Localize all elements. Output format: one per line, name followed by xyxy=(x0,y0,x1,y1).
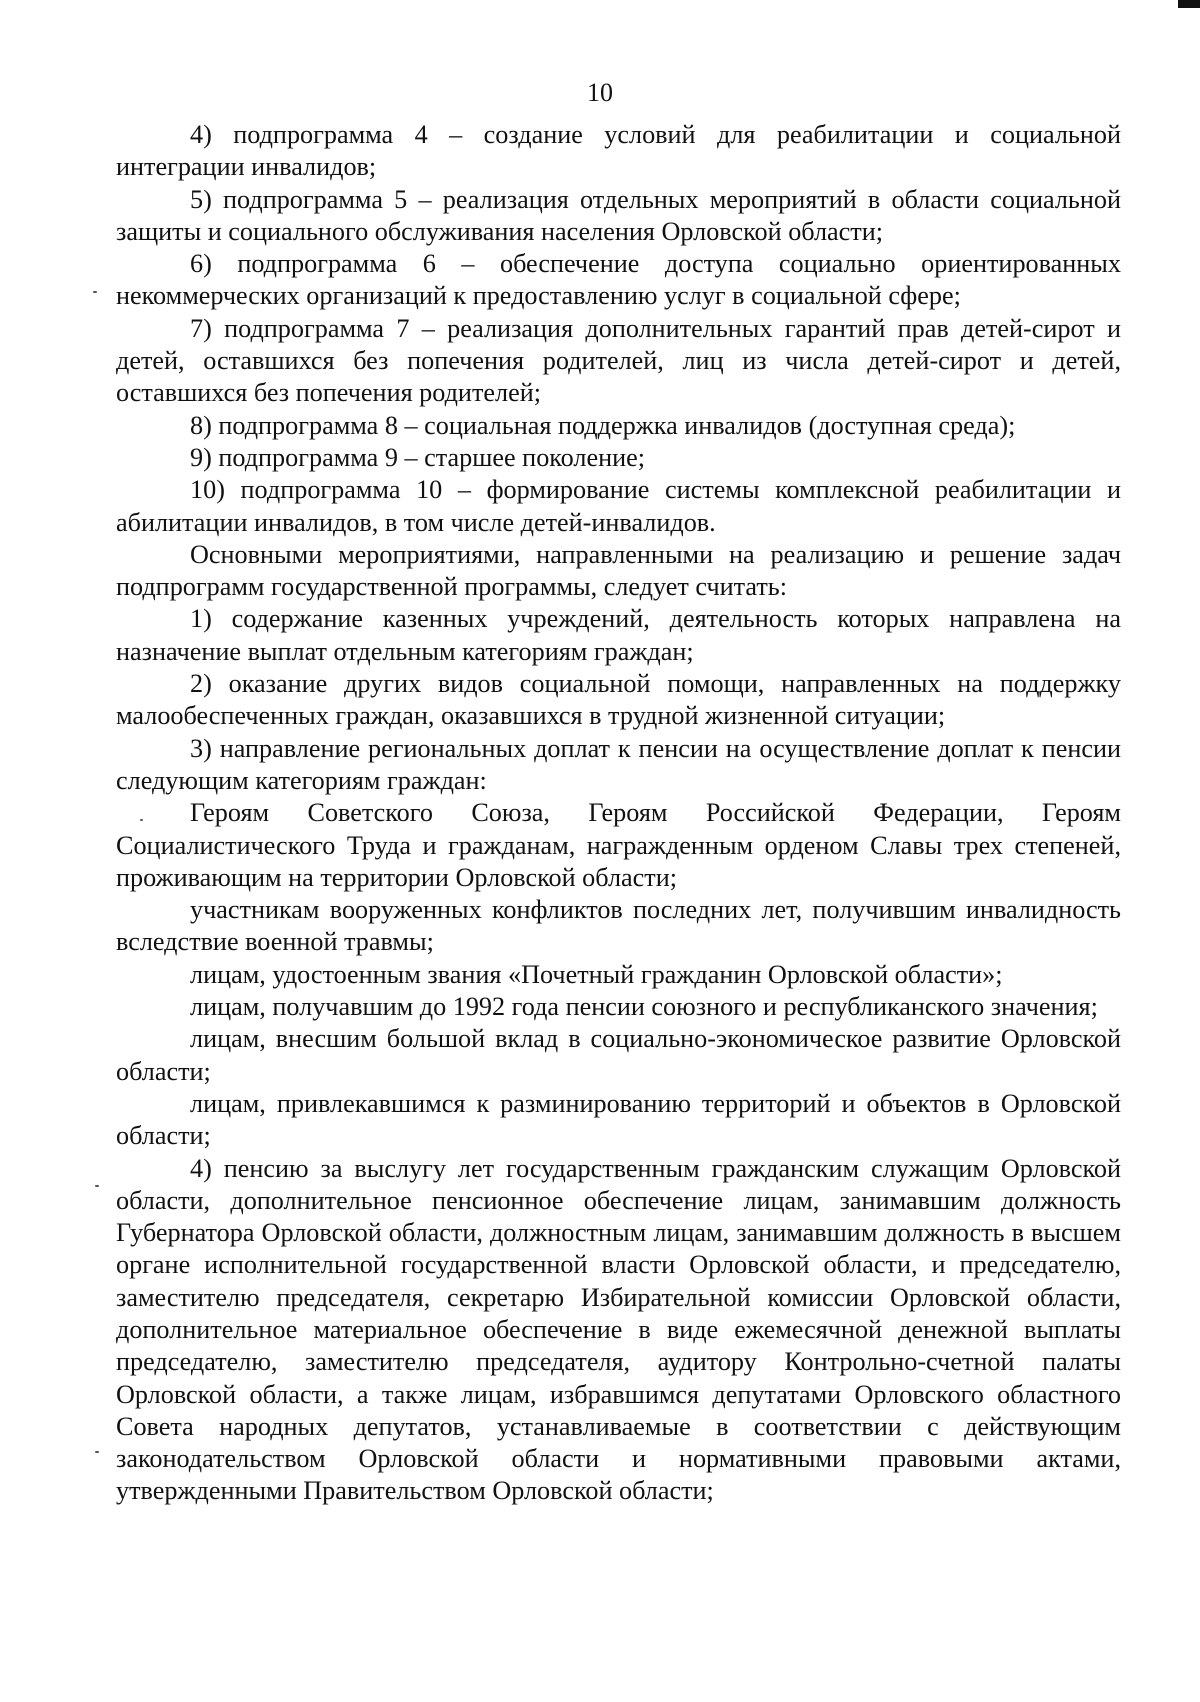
paragraph-measure-3: 3) направление региональных доплат к пенсии на осуществление доплат к пенсии следующим категориям граждан: xyxy=(116,733,1121,795)
paragraph-subprogram-4: 4) подпрограмма 4 – создание условий для реабилитации и социальной интеграции инвалидов; xyxy=(116,120,1121,182)
paragraph-measure-4: 4) пенсию за выслугу лет государственным гражданским служащим Орловской области, дополнительное пенсионное обеспечение лицам, занимавшим должность Губернатора Орловской области, должностным лицам, занимавшим должность в высшем органе исполнительной государственной власти Орловской области, и председателю, заместителю председателя, секретарю Избирательной комиссии Орловской области, дополнительное материальное обеспечение в виде ежемесячной денежной выплаты председателю, заместителю председателя, аудитору Контрольно-счетной палаты Орловской области, а также лицам, избравшимся депутатами Орловского областного Совета народных депутатов, устанавливаемые в соответствии с действующим законодательством Орловской области и нормативными правовыми актами, утвержденными Правительством Орловской области; xyxy=(116,1153,1121,1506)
document-body xyxy=(116,119,1121,1508)
scan-speck xyxy=(140,819,143,821)
scan-corner-mark xyxy=(1178,0,1200,8)
paragraph-category-contributors: лицам, внесшим большой вклад в социально-экономическое развитие Орловской области; xyxy=(116,1024,1121,1086)
paragraph-measure-1: 1) содержание казенных учреждений, деятельность которых направлена на назначение выплат отдельным категориям граждан; xyxy=(116,604,1121,666)
paragraph-subprogram-6: 6) подпрограмма 6 – обеспечение доступа социально ориентированных некоммерческих организаций к предоставлению услуг в социальной сфере; xyxy=(116,249,1121,311)
scan-speck xyxy=(93,291,97,293)
paragraph-subprogram-10: 10) подпрограмма 10 – формирование системы комплексной реабилитации и абилитации инвалидов, в том числе детей-инвалидов. xyxy=(116,475,1121,537)
page-number: 10 xyxy=(587,78,613,107)
paragraph-subprogram-7: 7) подпрограмма 7 – реализация дополнительных гарантий прав детей-сирот и детей, оставшихся без попечения родителей, лиц из числа детей-сирот и детей, оставшихся без попечения родителей; xyxy=(116,313,1121,408)
paragraph-subprogram-9: 9) подпрограмма 9 – старшее поколение; xyxy=(190,442,646,472)
paragraph-main-measures-intro: Основными мероприятиями, направленными на реализацию и решение задач подпрограмм государственной программы, следует считать: xyxy=(116,539,1121,602)
paragraph-measure-2: 2) оказание других видов социальной помощи, направленных на поддержку малообеспеченных граждан, оказавшихся в трудной жизненной ситуации; xyxy=(116,669,1121,731)
paragraph-subprogram-5: 5) подпрограмма 5 – реализация отдельных мероприятий в области социальной защиты и социального обслуживания населения Орловской области; xyxy=(116,184,1121,246)
paragraph-category-deminers: лицам, привлекавшимся к разминированию территорий и объектов в Орловской области; xyxy=(116,1088,1121,1151)
paragraph-category-pensioners-1992: лицам, получавшим до 1992 года пенсии союзного и республиканского значения; xyxy=(190,992,1098,1022)
scan-speck xyxy=(95,1185,99,1187)
paragraph-category-veterans: участникам вооруженных конфликтов последних лет, получившим инвалидность вследствие военной травмы; xyxy=(116,895,1121,957)
paragraph-subprogram-8: 8) подпрограмма 8 – социальная поддержка инвалидов (доступная среда); xyxy=(190,410,1016,440)
paragraph-category-heroes: Героям Советского Союза, Героям Российской Федерации, Героям Социалистического Труда и гражданам, награжденным орденом Славы трех степеней, проживающим на территории Орловской области; xyxy=(116,798,1121,892)
scan-speck xyxy=(95,1451,99,1453)
paragraph-category-honorary-citizens: лицам, удостоенным звания «Почетный гражданин Орловской области»; xyxy=(190,959,1003,989)
